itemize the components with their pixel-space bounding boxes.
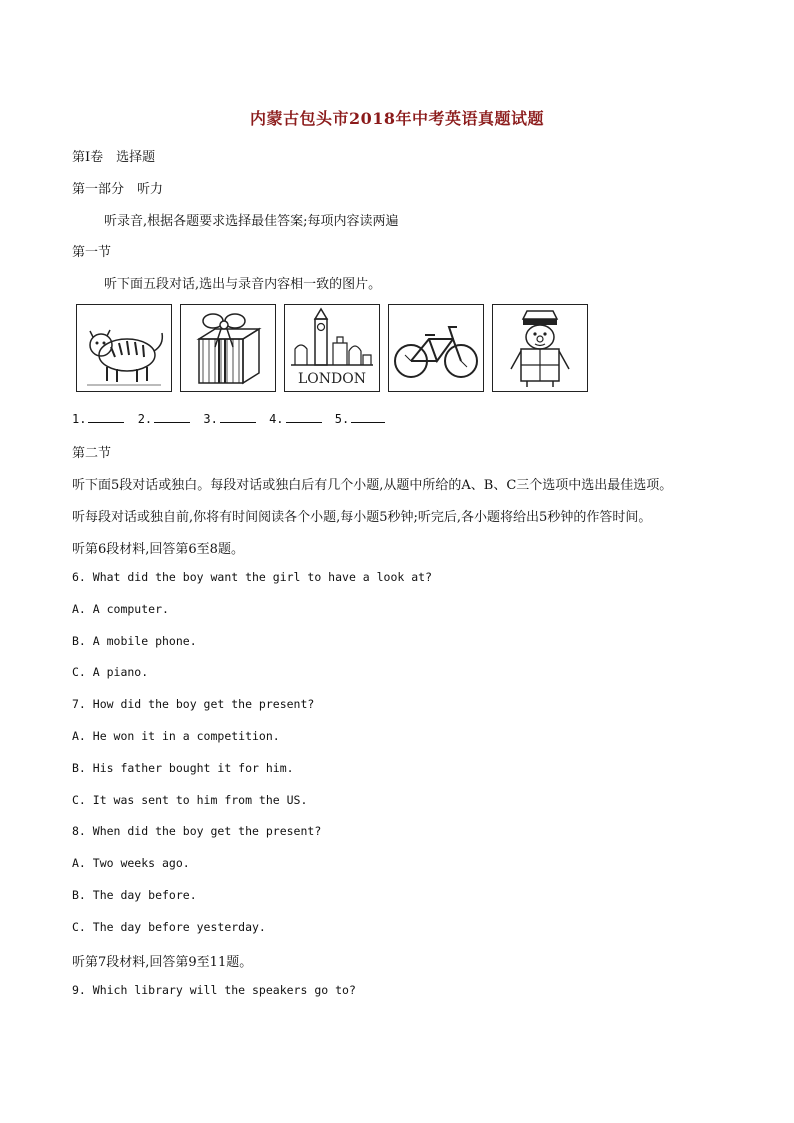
answer-blank-2[interactable]: 2. xyxy=(138,412,190,426)
question-6: 6. What did the boy want the girl to have a look at? xyxy=(72,570,433,584)
question-8: 8. When did the boy get the present? xyxy=(72,824,322,838)
london-icon xyxy=(284,304,380,392)
picture-options xyxy=(76,304,596,394)
question-8-option-c: C. The day before yesterday. xyxy=(72,920,266,934)
part-heading: 第一部分 听力 xyxy=(72,182,164,197)
question-7-option-a: A. He won it in a competition. xyxy=(72,729,280,743)
answer-blank-5[interactable]: 5. xyxy=(335,412,385,426)
gift-box-icon xyxy=(180,304,276,392)
section-two-instruction-2: 听每段对话或独自前,你将有时间阅读各个小题,每小题5秒钟;听完后,各小题将给出5秒钟的作答时间。 xyxy=(72,510,652,525)
page-title: 内蒙古包头市2018年中考英语真题试题 xyxy=(249,109,545,128)
bicycle-icon xyxy=(388,304,484,392)
answer-blank-3[interactable]: 3. xyxy=(203,412,255,426)
question-7-option-c: C. It was sent to him from the US. xyxy=(72,793,308,807)
question-8-option-b: B. The day before. xyxy=(72,888,197,902)
material-6-heading: 听第6段材料,回答第6至8题。 xyxy=(72,542,244,557)
london-caption: LONDON xyxy=(298,371,366,387)
question-9: 9. Which library will the speakers go to? xyxy=(72,983,356,997)
section-two-instruction-1: 听下面5段对话或独白。每段对话或独白后有几个小题,从题中所给的A、B、C三个选项中选出最佳选项。 xyxy=(72,478,673,493)
answer-blank-4[interactable]: 4. xyxy=(269,412,321,426)
question-7-option-b: B. His father bought it for him. xyxy=(72,761,294,775)
section-one-instruction: 听下面五段对话,选出与录音内容相一致的图片。 xyxy=(104,277,382,292)
question-6-option-b: B. A mobile phone. xyxy=(72,634,197,648)
paper-section-heading: 第Ⅰ卷 选择题 xyxy=(72,150,156,165)
question-7: 7. How did the boy get the present? xyxy=(72,697,315,711)
question-6-option-c: C. A piano. xyxy=(72,665,149,679)
question-6-option-a: A. A computer. xyxy=(72,602,169,616)
question-8-option-a: A. Two weeks ago. xyxy=(72,856,190,870)
tiger-icon xyxy=(76,304,172,392)
answer-blank-1[interactable]: 1. xyxy=(72,412,124,426)
picture-answer-blanks xyxy=(72,410,391,426)
section-two-heading: 第二节 xyxy=(72,446,112,461)
section-one-heading: 第一节 xyxy=(72,245,112,260)
material-7-heading: 听第7段材料,回答第9至11题。 xyxy=(72,955,253,970)
police-officer-icon xyxy=(492,304,588,392)
listening-instruction: 听录音,根据各题要求选择最佳答案;每项内容读两遍 xyxy=(104,214,399,229)
